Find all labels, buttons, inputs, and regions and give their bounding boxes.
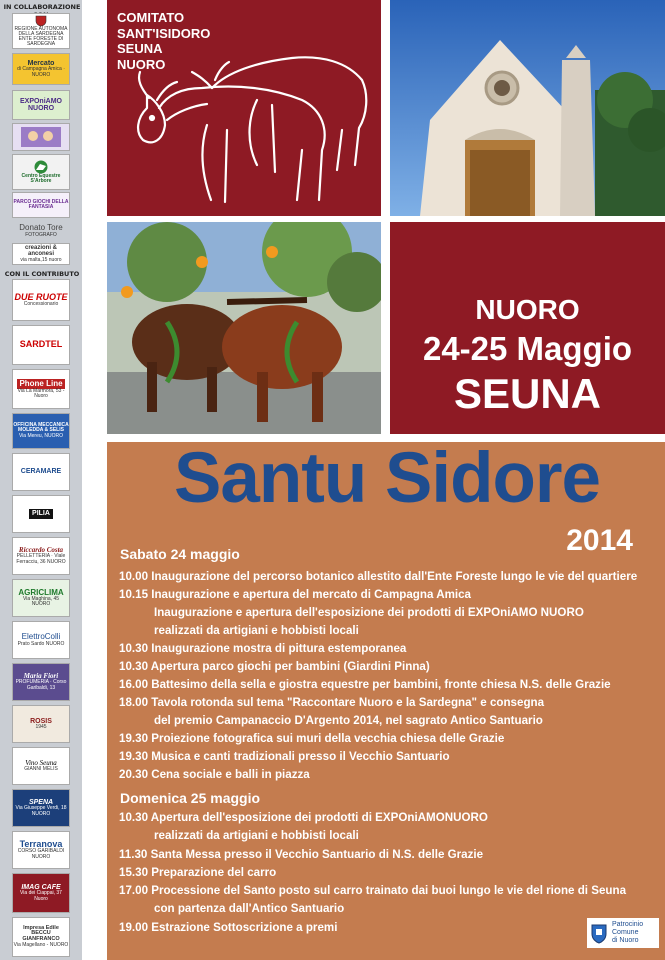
comitato-line: NUORO bbox=[117, 56, 166, 72]
sponsor-name: AGRICLIMA bbox=[18, 587, 64, 597]
sponsor-name: CERAMARE bbox=[20, 468, 62, 476]
sponsor-sub: di Campagna Amica · NUORO bbox=[17, 66, 65, 78]
sponsor-sub: PROFUMERIA · Corso Garibaldi, 13 bbox=[15, 679, 67, 691]
event-item: 10.15 Inaugurazione e apertura del mercato di Campagna Amica bbox=[119, 588, 472, 601]
oxen-parade-photo bbox=[107, 222, 381, 434]
sponsor-sub: Via dei Ciappai, 37 Nuoro bbox=[20, 890, 62, 902]
event-item: 20.30 Cena sociale e balli in piazza bbox=[119, 768, 310, 781]
comitato-line: SANT'ISIDORO bbox=[117, 25, 211, 41]
horse-icon bbox=[30, 160, 52, 174]
event-item: 10.30 Inaugurazione mostra di pittura estemporanea bbox=[119, 642, 407, 655]
event-item: Inaugurazione e apertura dell'esposizione dei prodotti di EXPOniAMO NUORO bbox=[154, 606, 584, 619]
sponsor-sub: 1945 bbox=[35, 724, 47, 731]
sponsor-vino-seuna bbox=[12, 747, 70, 785]
sponsor-name: Impresa Edile BECCU GIANFRANCO bbox=[22, 924, 60, 943]
event-item: realizzati da artigiani e hobbisti locali bbox=[154, 624, 359, 637]
sponsor-name: REGIONE AUTONOMA DELLA SARDEGNA bbox=[14, 25, 68, 37]
event-item: 18.00 Tavola rotonda sul tema "Raccontare Nuoro e la Sardegna" e consegna bbox=[119, 696, 545, 709]
sponsor-centro-equestre bbox=[12, 154, 70, 190]
city-label: NUORO bbox=[475, 294, 580, 325]
event-item: 10.00 Inaugurazione del percorso botanico allestito dall'Ente Foreste lungo le vie del quartiere bbox=[119, 570, 638, 583]
church-photo bbox=[390, 0, 665, 216]
sponsor-sub: Via Mereu, NUORO bbox=[18, 432, 64, 439]
event-item: 15.30 Preparazione del carro bbox=[119, 866, 277, 879]
sponsor-name: OFFICINA MECCANICA MOLEDDA & SELIS bbox=[13, 422, 69, 434]
event-item: 17.00 Processione del Santo posto sul carro trainato dai buoi lungo le vie del rione di Seuna bbox=[119, 884, 627, 897]
sponsor-phone-line bbox=[12, 369, 70, 409]
sponsor-name: SPENA bbox=[28, 799, 54, 807]
sponsor-parco-giochi bbox=[12, 192, 70, 218]
children-photo-icon bbox=[21, 127, 61, 147]
patrocinio-text bbox=[612, 921, 643, 945]
event-item: del premio Campanaccio D'Argento 2014, nel sagrato Antico Santuario bbox=[154, 714, 543, 727]
event-item: 19.30 Musica e canti tradizionali presso il Vecchio Santuario bbox=[119, 750, 450, 763]
sponsor-elettrocolli bbox=[12, 621, 70, 659]
oxen-parade-illustration bbox=[107, 222, 381, 434]
patrocinio-line: Patrocinio bbox=[612, 921, 644, 928]
sponsor-name: Riccardo Costa bbox=[18, 546, 64, 555]
sponsor-pilia bbox=[12, 495, 70, 533]
sponsor-creazioni bbox=[12, 243, 70, 265]
event-item: 19.00 Estrazione Sottoscrizione a premi bbox=[119, 921, 338, 934]
sponsor-sub: FOTOGRAFO bbox=[25, 231, 57, 238]
event-title: Santu Sidore bbox=[174, 439, 600, 518]
sponsor-sardtel bbox=[12, 325, 70, 365]
dates-label: 24-25 Maggio bbox=[422, 330, 633, 367]
event-item: 10.30 Apertura dell'esposizione dei prodotti di EXPOniAMONUORO bbox=[119, 811, 488, 824]
sponsor-sub: CORSO GARIBALDI NUORO bbox=[17, 848, 65, 860]
date-panel bbox=[390, 222, 665, 434]
sponsor-terranova bbox=[12, 831, 70, 869]
coat-of-arms-icon bbox=[35, 15, 47, 27]
contrib-header: CON IL CONTRIBUTO bbox=[4, 270, 80, 278]
sponsor-officina bbox=[12, 413, 70, 449]
sponsor-sub: Concessionario bbox=[23, 301, 59, 308]
sponsor-exponiamo bbox=[12, 90, 70, 120]
event-item: 10.30 Apertura parco giochi per bambini (Giardini Pinna) bbox=[119, 660, 430, 673]
sponsor-imag-cafe bbox=[12, 873, 70, 913]
sponsor-name: creazioni & anconesi bbox=[24, 245, 57, 258]
sponsor-name: Terranova bbox=[19, 839, 63, 850]
sponsor-name: Vino Seuna bbox=[25, 758, 57, 767]
sponsor-agriclima bbox=[12, 579, 70, 617]
sponsor-mercato bbox=[12, 53, 70, 85]
sponsor-sub: Via Maghina, 45 NUORO bbox=[22, 595, 60, 608]
sponsor-maria-fiori bbox=[12, 663, 70, 701]
sponsor-name: IMAG CAFE bbox=[21, 884, 61, 892]
oxen-drawing bbox=[107, 0, 381, 216]
sponsor-sub: Via Giuseppe Verdi, 18 NUORO bbox=[15, 805, 67, 817]
sponsor-name: ElettroColli bbox=[21, 632, 61, 642]
sponsor-sub: Via Magellano - NUORO bbox=[13, 942, 69, 949]
sponsor-sub: via malta,15 nuoro bbox=[20, 256, 62, 263]
sponsor-sub: GIANNI MELIS bbox=[24, 766, 58, 773]
sponsor-impresa-edile bbox=[12, 917, 70, 957]
program-panel bbox=[107, 439, 665, 960]
comitato-line: COMITATO bbox=[117, 10, 185, 25]
comitato-line: SEUNA bbox=[117, 41, 163, 56]
event-year: 2014 bbox=[566, 524, 633, 557]
sponsor-name: ROSIS bbox=[30, 717, 52, 725]
church-illustration bbox=[390, 0, 665, 216]
event-item: 11.30 Santa Messa presso il Vecchio Santuario di N.S. delle Grazie bbox=[119, 848, 484, 861]
sponsor-riccardo-costa bbox=[12, 537, 70, 575]
sponsor-sub: ENTE FORESTE DI SARDEGNA bbox=[18, 36, 64, 48]
sponsor-sub: Prato Sardo NUORO bbox=[17, 640, 65, 647]
patrocinio-badge bbox=[587, 918, 659, 948]
sponsor-name: Mercato bbox=[27, 60, 55, 68]
event-item: 16.00 Battesimo della sella e giostra equestre per bambini, fronte chiesa N.S. delle Grazie bbox=[119, 678, 611, 691]
sponsor-spena bbox=[12, 789, 70, 827]
comitato-panel bbox=[107, 0, 381, 216]
patrocinio-line: di Nuoro bbox=[612, 937, 639, 944]
sponsor-donato-tore bbox=[12, 221, 70, 241]
sponsor-name: PILIA bbox=[29, 509, 53, 518]
sponsor-name: Centro Equestre S'Arbore bbox=[21, 172, 61, 184]
sponsor-due-ruote bbox=[12, 279, 70, 321]
day-heading: Domenica 25 maggio bbox=[120, 790, 261, 806]
event-item: realizzati da artigiani e hobbisti locali bbox=[154, 829, 359, 842]
sponsor-sidebar bbox=[0, 0, 82, 960]
patrocinio-line: Comune bbox=[612, 929, 639, 936]
event-item: con partenza dall'Antico Santuario bbox=[154, 902, 345, 915]
sponsor-name: Phone Line bbox=[19, 378, 63, 388]
sponsor-rosis bbox=[12, 705, 70, 743]
comune-crest-icon bbox=[590, 922, 608, 944]
collab-header: IN COLLABORAZIONE bbox=[3, 3, 81, 11]
place-label: SEUNA bbox=[453, 370, 602, 417]
sponsor-sub: Via La Marmora, 53 - Nuoro bbox=[17, 387, 65, 400]
event-item: 19.30 Proiezione fotografica sui muri della vecchia chiesa delle Grazie bbox=[119, 732, 505, 745]
sponsor-regione bbox=[12, 13, 70, 49]
sponsor-name: DUE RUOTE bbox=[14, 291, 68, 302]
sponsor-name: Donato Tore bbox=[19, 223, 63, 233]
day-heading: Sabato 24 maggio bbox=[120, 546, 240, 562]
sponsor-name: PARCO GIOCHI DELLA FANTASIA bbox=[13, 198, 69, 210]
sponsor-photo-tile bbox=[12, 123, 70, 151]
sponsor-name: EXPOniAMO NUORO bbox=[19, 97, 62, 112]
sponsor-name: SARDTEL bbox=[19, 339, 63, 350]
sponsor-ceramare bbox=[12, 453, 70, 491]
sponsor-sub: PELLETTERIA · Viale Ferracciu, 36 NUORO bbox=[16, 553, 66, 565]
sponsor-name: Maria Fiori bbox=[23, 672, 59, 681]
